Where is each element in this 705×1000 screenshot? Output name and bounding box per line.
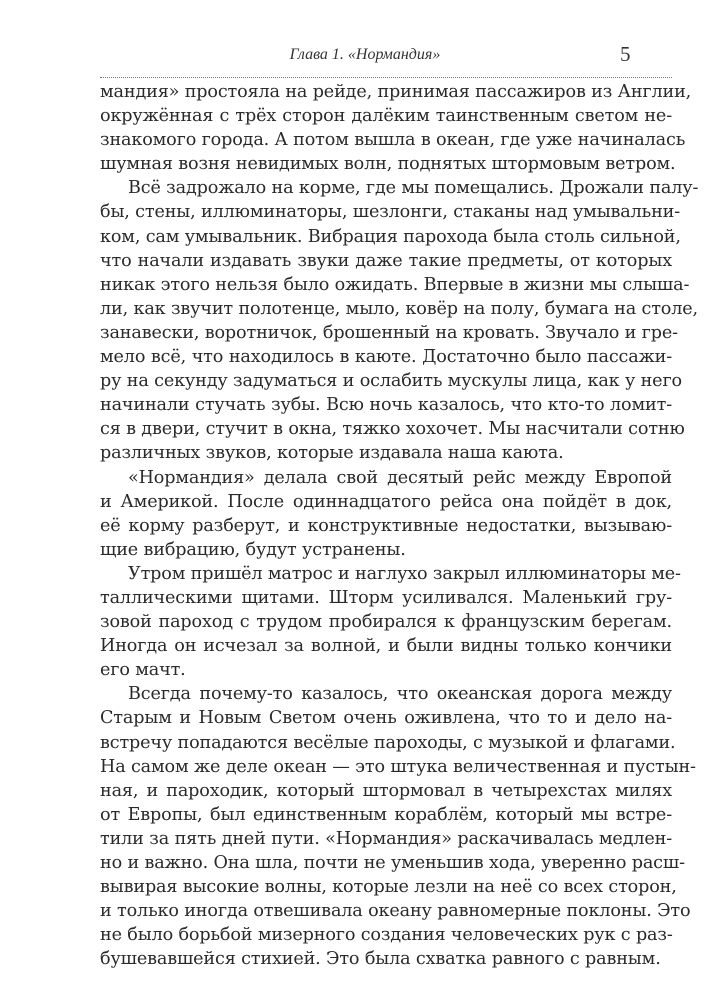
text-line: шумная возня невидимых волн, поднятых штормовым ветром. [100, 154, 676, 175]
text-line: Всё задрожало на корме, где мы помещались. Дрожали палу- [128, 178, 699, 199]
text-line: Старым и Новым Светом очень оживлена, что то и дело на- [100, 708, 672, 729]
text-line: ли, как звучит полотенце, мыло, ковёр на полу, бумага на столе, [100, 298, 698, 319]
text-line: никак этого нельзя было ожидать. Впервые в жизни мы слыша- [100, 274, 690, 295]
text-line: начинали стучать зубы. Всю ночь казалось, что кто-то ломит- [100, 395, 672, 416]
text-line: ся в двери, стучит в окна, тяжко хохочет. Мы насчитали сотню [100, 419, 685, 440]
text-line: таллическими щитами. Шторм усиливался. Маленький гру- [100, 587, 672, 608]
text-line: что начали издавать звуки даже такие предметы, от которых [100, 250, 672, 271]
text-line: занавески, воротничок, брошенный на кровать. Звучало и гре- [100, 322, 678, 343]
text-line: ру на секунду задуматься и ослабить мускулы лица, как у него [100, 371, 682, 392]
text-line: ком, сам умывальник. Вибрация парохода была столь сильной, [100, 226, 681, 247]
page-number: 5 [620, 42, 631, 66]
text-line: тили за пять дней пути. «Нормандия» раскачивалась медлен- [100, 828, 672, 849]
chapter-title: Глава 1. «Нормандия» [289, 46, 441, 63]
text-line: и Америкой. После одиннадцатого рейса она пойдёт в док, [100, 491, 672, 512]
paragraph [100, 80, 692, 176]
paragraph [100, 466, 672, 562]
text-line: ная, и пароходик, который штормовал в четырехстах милях [100, 780, 672, 801]
text-line: не было борьбой мизерного создания человеческих рук с раз- [100, 925, 673, 946]
text-line: бушевавшейся стихией. Это была схватка равного с равным. [100, 949, 661, 970]
paragraph [100, 682, 696, 971]
text-line: окружённая с трёх сторон далёким таинственным светом не- [100, 106, 672, 127]
text-line: различных звуков, которые издавала наша каюта. [100, 443, 564, 464]
text-line: его мачт. [100, 660, 186, 681]
text-line: зовой пароход с трудом пробирался к французским берегам. [100, 612, 672, 633]
body-text [100, 80, 699, 971]
text-line: бы, стены, иллюминаторы, шезлонги, стаканы над умывальни- [100, 202, 681, 223]
header-divider [100, 77, 672, 78]
text-line: Всегда почему-то казалось, что океанская дорога между [128, 684, 672, 705]
text-line: знакомого города. А потом вышла в океан, где уже начиналась [100, 130, 686, 151]
paragraph [100, 176, 699, 465]
text-line: На самом же деле океан — это штука величественная и пустын- [100, 756, 696, 777]
text-line: Утром пришёл матрос и наглухо закрыл иллюминаторы ме- [128, 563, 681, 584]
text-line: мандия» простояла на рейде, принимая пассажиров из Англии, [100, 82, 692, 102]
text-line: щие вибрацию, будут устранены. [100, 539, 406, 560]
text-line: вывирая высокие волны, которые лезли на неё со всех сторон, [100, 877, 677, 898]
text-line: встречу попадаются весёлые пароходы, с музыкой и флагами. [100, 732, 676, 753]
text-line: и только иногда отвешивала океану равномерные поклоны. Это [100, 901, 691, 922]
paragraph [100, 562, 681, 682]
text-line: Иногда он исчезал за волной, и были видны только кончики [100, 636, 672, 657]
text-line: «Нормандия» делала свой десятый рейс между Европой [128, 467, 672, 488]
text-line: от Европы, был единственным кораблём, который мы встре- [100, 804, 672, 825]
text-line: её корму разберут, и конструктивные недостатки, вызываю- [100, 515, 672, 536]
text-line: мело всё, что находилось в каюте. Достаточно было пассажи- [100, 347, 672, 368]
text-line: но и важно. Она шла, почти не уменьшив хода, уверенно расш- [100, 853, 685, 873]
